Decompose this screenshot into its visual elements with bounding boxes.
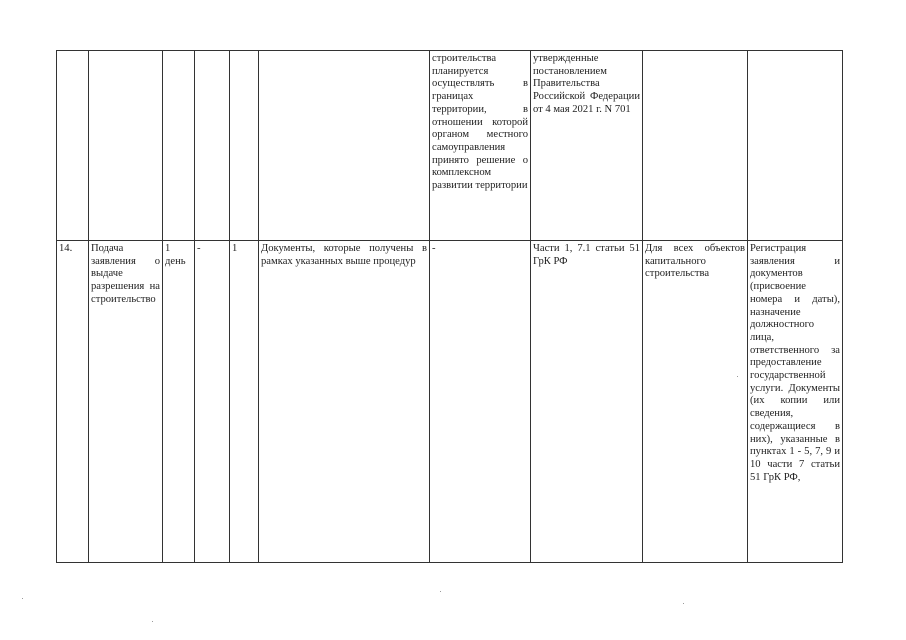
table-cell-number <box>57 51 89 241</box>
table-row <box>57 51 843 241</box>
scan-speck <box>683 603 684 604</box>
table-cell-documents <box>259 51 430 241</box>
scan-speck <box>737 376 738 377</box>
procedures-table <box>56 50 843 563</box>
table-row <box>57 241 843 563</box>
col5-value: 1 <box>230 241 259 563</box>
table-cell-col5 <box>230 51 259 241</box>
table-cell-procedure <box>89 51 163 241</box>
table-cell-objects <box>643 51 748 241</box>
table-cell-legal-basis: утвержденные постановлением Правительства Российской Федерации от 4 мая 2021 г. N 701 <box>531 51 643 241</box>
col4-value: - <box>195 241 230 563</box>
required-documents: Документы, которые получены в рамках указанных выше процедур <box>259 241 430 563</box>
scan-speck <box>440 591 441 592</box>
scan-speck <box>152 621 153 622</box>
table-cell-col4 <box>195 51 230 241</box>
applicable-objects: Для всех объектов капитального строительства <box>643 241 748 563</box>
row-number: 14. <box>57 241 89 563</box>
procedure-name: Подача заявления о выдаче разрешения на строительство <box>89 241 163 563</box>
scan-speck <box>22 598 23 599</box>
procedure-result: Регистрация заявления и документов (присвоение номера и даты), назначение должностного лица, ответственного за предоставление государственной услуги. Документы (их копии или сведения, содержащиеся в них), указанные в пунктах 1 - 5, 7, 9 и 10 части 7 статьи 51 ГрК РФ, <box>748 241 843 563</box>
table-cell-conditions: строительства планируется осуществлять в границах территории, в отношении которой органом местного самоуправления принято решение о комплексном развитии территории <box>430 51 531 241</box>
conditions-value: - <box>430 241 531 563</box>
procedure-term: 1 день <box>163 241 195 563</box>
legal-basis: Части 1, 7.1 статьи 51 ГрК РФ <box>531 241 643 563</box>
table-cell-result <box>748 51 843 241</box>
table-cell-term <box>163 51 195 241</box>
